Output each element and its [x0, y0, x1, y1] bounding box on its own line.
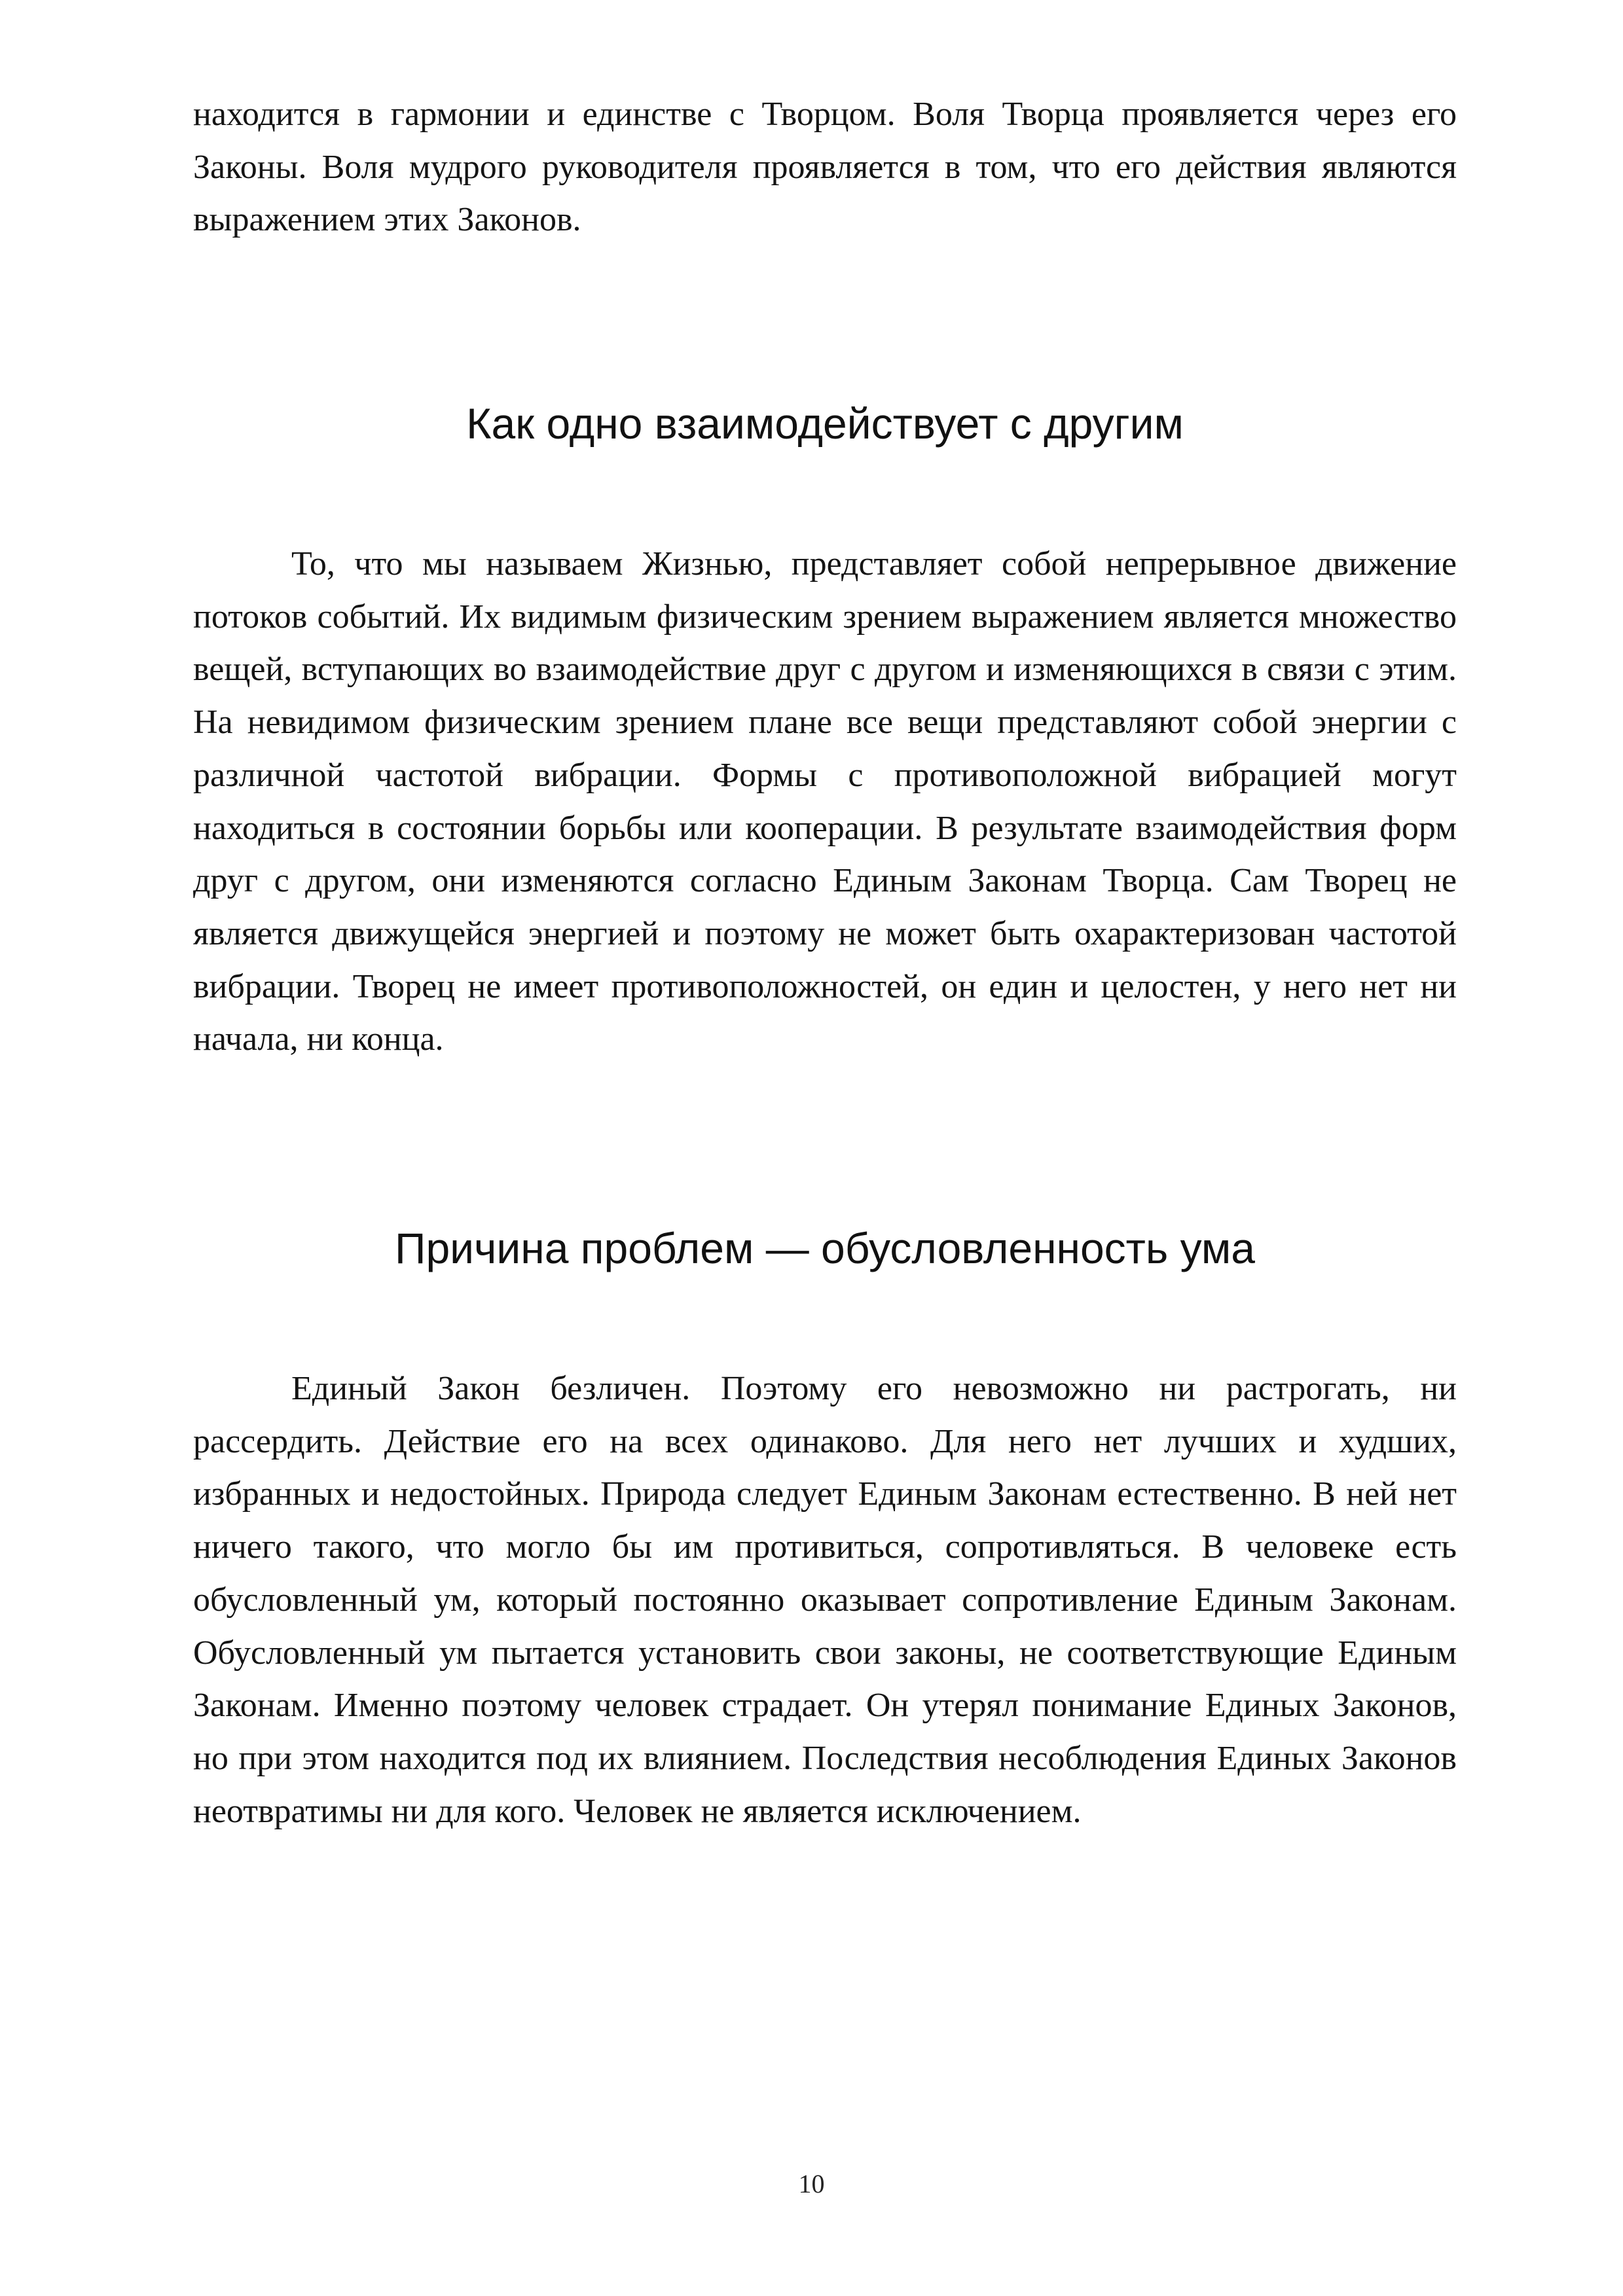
section-paragraph-problems: Единый Закон безличен. Поэтому его невозможно ни растрогать, ни рассердить. Действие его на всех одинаково. Для него нет лучших и худших, избранных и недостойных. Природа следует Единым Законам естественно. В ней нет ничего такого, что могло бы им противиться, сопротивляться. В человеке есть обусловленный ум, который постоянно оказывает сопротивление Единым Законам. Обусловленный ум пытается установить свои законы, не соответствующие Единым Законам. Именно поэтому человек страдает. Он утерял понимание Единых Законов, но при этом находится под их влиянием. Последствия несоблюдения Единых Законов неотвратимы ни для кого. Человек не является исключением. — [193, 1370, 1457, 1830]
continuation-paragraph: находится в гармонии и единстве с Творцом. Воля Творца проявляется через его Законы. Воля мудрого руководителя проявляется в том, что его действия являются выражением этих Законов. — [193, 96, 1457, 239]
section-heading-problems: Причина проблем — обусловленность ума — [395, 1224, 1255, 1272]
section-heading-interaction: Как одно взаимодействует с другим — [466, 399, 1184, 448]
section-paragraph-interaction: То, что мы называем Жизнью, представляет собой непрерывное движение потоков событий. Их видимым физическим зрением выражением является множество вещей, вступающих во взаимодействие друг с другом и изменяющихся в связи с этим. На невидимом физическим зрением плане все вещи представляют собой энергии с различной частотой вибрации. Формы с противоположной вибрацией могут находиться в состоянии борьбы или кооперации. В результате взаимодействия форм друг с другом, они изменяются согласно Единым Законам Творца. Сам Творец не является движущейся энергией и поэтому не может быть охарактеризован частотой вибрации. Творец не имеет противоположностей, он един и целостен, у него нет ни начала, ни конца. — [193, 545, 1457, 1058]
page-number: 10 — [798, 2169, 825, 2198]
